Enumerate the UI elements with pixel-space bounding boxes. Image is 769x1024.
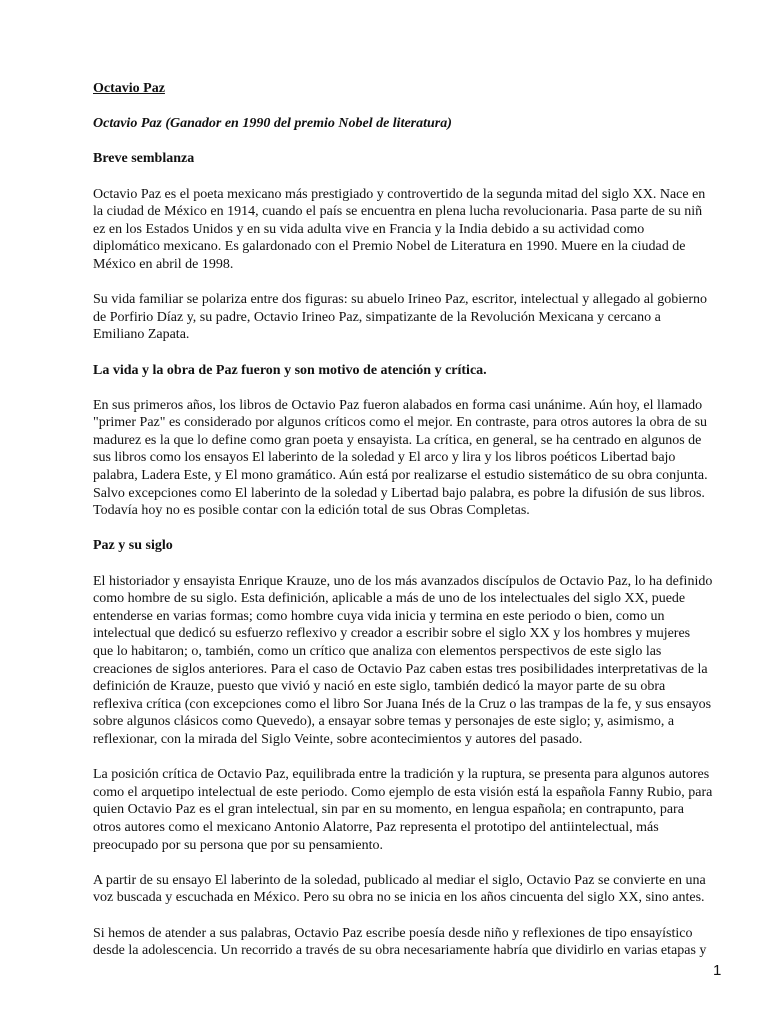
text-line: sus libros como los ensayos El laberinto de la soledad y El arco y lira y los libros poéticos Libertad bajo xyxy=(93,450,676,466)
text-line: A partir de su ensayo El laberinto de la soledad, publicado al mediar el siglo, Octavio Paz se convierte en una xyxy=(93,872,706,888)
section-heading: Paz y su siglo xyxy=(93,538,173,554)
text-line: sobre algunos clásicos como Quevedo), a ensayar sobre temas y personajes de este siglo; y, asimismo, a xyxy=(93,714,675,730)
document-page xyxy=(93,80,733,977)
text-line: Emiliano Zapata. xyxy=(93,327,190,343)
text-line: de Porfirio Díaz y, su padre, Octavio Irineo Paz, simpatizante de la Revolución Mexicana y cercano a xyxy=(93,309,661,325)
text-line: quien Octavio Paz es el gran intelectual, sin par en su momento, en lengua española; en contrapunto, para xyxy=(93,802,684,818)
section-heading: Breve semblanza xyxy=(93,151,195,167)
paragraph xyxy=(93,766,733,854)
text-line: Octavio Paz es el poeta mexicano más prestigiado y controvertido de la segunda mitad del siglo XX. Nace en xyxy=(93,186,706,202)
text-line: que lo habitaron; o, también, como un crítico que analiza con elementos perspectivos de este siglo las xyxy=(93,644,662,659)
text-line: El historiador y ensayista Enrique Krauze, uno de los más avanzados discípulos de Octavio Paz, lo ha definido xyxy=(93,573,713,589)
text-line: Todavía hoy no es posible contar con la edición total de sus Obras Completas. xyxy=(93,503,530,519)
text-line: Si hemos de atender a sus palabras, Octavio Paz escribe poesía desde niño y reflexiones de tipo ensayístico xyxy=(93,925,693,941)
text-line: Su vida familiar se polariza entre dos figuras: su abuelo Irineo Paz, escritor, intelectual y allegado al gobierno xyxy=(93,292,708,308)
paragraph xyxy=(93,186,733,274)
text-line: diplomático mexicano. Es galardonado con el Premio Nobel de Literatura en 1990. Muere en la ciudad de xyxy=(93,239,686,255)
paragraph xyxy=(93,925,733,960)
document-subtitle: Octavio Paz (Ganador en 1990 del premio Nobel de literatura) xyxy=(93,116,452,132)
text-line: como el arquetipo intelectual de este periodo. Como ejemplo de esta visión está la española Fanny Rubio, para xyxy=(93,784,713,800)
text-line: intelectual que dedicó su esfuerzo reflexivo y creador a escribir sobre el siglo XX y los hombres y mujeres xyxy=(93,626,691,642)
section-heading: La vida y la obra de Paz fueron y son motivo de atención y crítica. xyxy=(93,362,487,378)
paragraph xyxy=(93,573,733,749)
text-line: como hombre de su siglo. Esta definición, aplicable a más de uno de los intelectuales del siglo XX, puede xyxy=(93,591,686,607)
text-line: definición de Krauze, puesto que vivió y nació en este siglo, también dedicó la mayor parte de su obra xyxy=(93,679,666,695)
text-line: En sus primeros años, los libros de Octavio Paz fueron alabados en forma casi unánime. Aún hoy, el llamado xyxy=(93,397,703,413)
document-title: Octavio Paz xyxy=(93,81,165,96)
text-line: reflexionar, con la mirada del Siglo Veinte, sobre acontecimientos y autores del pasado. xyxy=(93,731,583,747)
text-line: ez en los Estados Unidos y en su vida adulta vive en Francia y la India debido a su actividad como xyxy=(93,221,645,237)
document-body xyxy=(93,150,733,959)
text-line: la ciudad de México en 1914, cuando el país se encuentra en plena lucha revolucionaria. Pasa parte de su niñ xyxy=(93,204,703,220)
text-line: madurez es la que lo define como gran poeta y ensayista. La crítica, en general, se ha centrado en algunos de xyxy=(93,432,702,448)
text-line: palabra, Ladera Este, y El mono gramático. Aún está por realizarse el estudio sistemático de su obra conjunta. xyxy=(93,468,708,484)
paragraph xyxy=(93,291,733,344)
paragraph xyxy=(93,397,733,520)
text-line: La posición crítica de Octavio Paz, equilibrada entre la tradición y la ruptura, se presenta para algunos autores xyxy=(93,767,710,783)
text-line: desde la adolescencia. Un recorrido a través de su obra necesariamente habría que dividirlo en varias etapas y xyxy=(93,943,707,959)
text-line: "primer Paz" es considerado por algunos críticos como el mejor. En contraste, para otros autores la obra de su xyxy=(93,415,708,431)
text-line: entenderse en varias formas; como hombre cuya vida inicia y termina en este periodo o bien, como un xyxy=(93,608,665,624)
text-line: México en abril de 1998. xyxy=(93,256,234,272)
page-number: 1 xyxy=(713,962,722,979)
text-line: preocupado por su persona que por su pensamiento. xyxy=(93,837,384,853)
text-line: voz buscada y escuchada en México. Pero su obra no se inicia en los años cincuenta del siglo XX, sino antes. xyxy=(93,890,705,906)
text-line: creaciones de siglos anteriores. Para el caso de Octavio Paz caben estas tres posibilidades interpretativas de la xyxy=(93,661,708,677)
text-line: reflexiva crítica (con excepciones como el libro Sor Juana Inés de la Cruz o las trampas de la fe, y sus ensayos xyxy=(93,696,712,712)
text-line: Salvo excepciones como El laberinto de la soledad y Libertad bajo palabra, es pobre la difusión de sus libros. xyxy=(93,485,705,501)
text-line: otros autores como el mexicano Antonio Alatorre, Paz representa el prototipo del antiintelectual, más xyxy=(93,819,659,835)
paragraph xyxy=(93,872,733,907)
